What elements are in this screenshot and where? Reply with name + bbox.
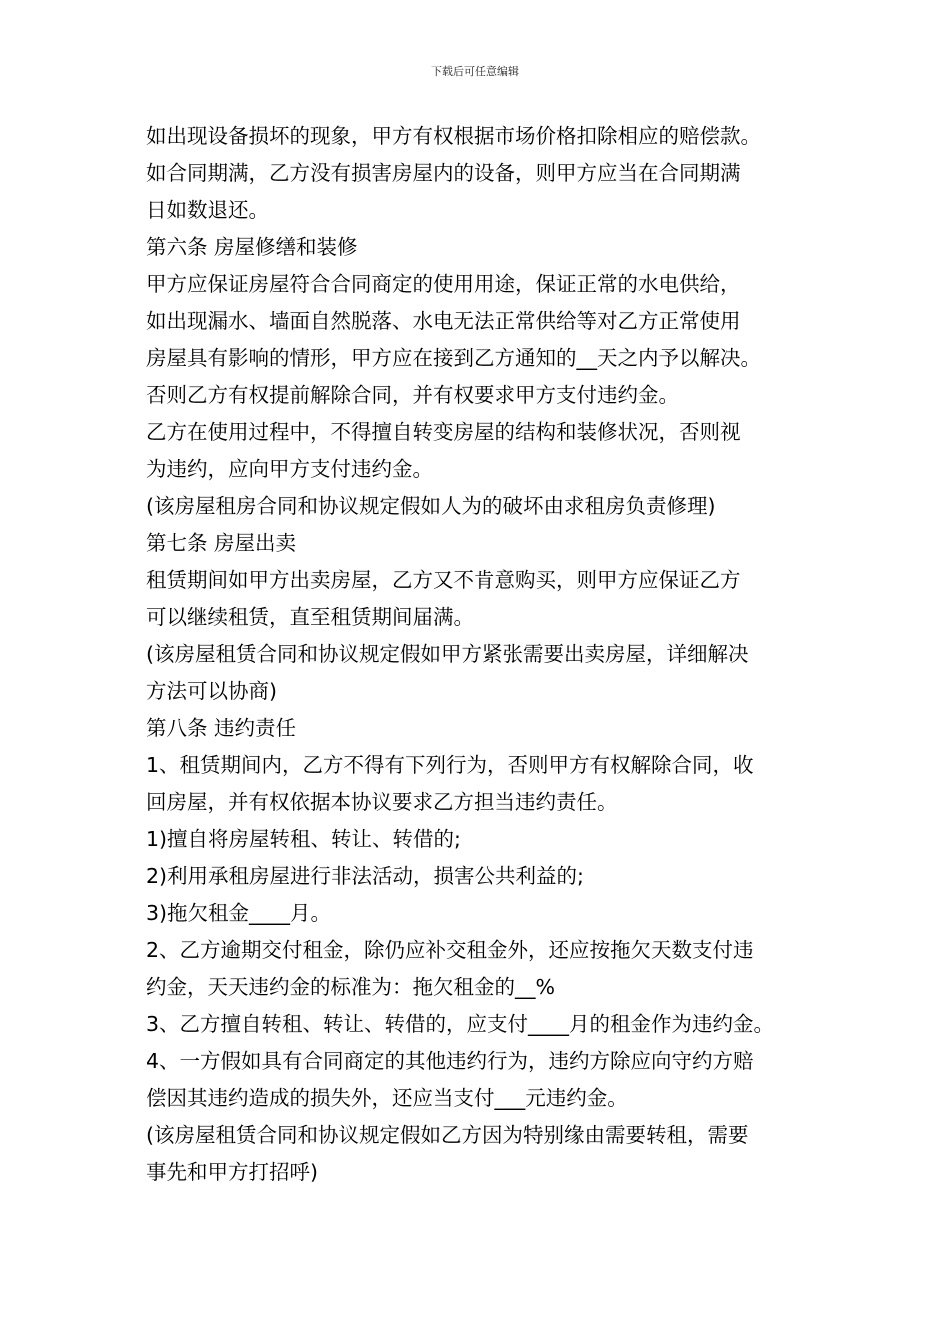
note-line: (该房屋租房合同和协议规定假如人为的破坏由求租房负责修理) <box>146 494 716 518</box>
note-line: (该房屋租赁合同和协议规定假如乙方因为特别缘由需要转租，需要 <box>146 1123 749 1147</box>
text-line: 回房屋，并有权依据本协议要求乙方担当违约责任。 <box>146 790 618 814</box>
text-line: 甲方应保证房屋符合合同商定的使用用途，保证正常的水电供给， <box>146 272 741 296</box>
note-line: (该房屋租赁合同和协议规定假如甲方紧张需要出卖房屋，详细解决 <box>146 642 749 666</box>
text-line: 1、租赁期间内，乙方不得有下列行为，否则甲方有权解除合同，收 <box>146 753 754 777</box>
section-heading: 第八条 违约责任 <box>146 716 297 740</box>
note-line: 方法可以协商) <box>146 679 277 703</box>
text-line: 约金，天天违约金的标准为：拖欠租金的__% <box>146 975 555 999</box>
list-item: 3)拖欠租金____月。 <box>146 901 332 925</box>
text-line: 乙方在使用过程中，不得擅自转变房屋的结构和装修状况，否则视 <box>146 420 741 444</box>
text-line: 租赁期间如甲方出卖房屋，乙方又不肯意购买，则甲方应保证乙方 <box>146 568 741 592</box>
text-line: 日如数退还。 <box>146 198 269 222</box>
text-line: 如出现设备损坏的现象，甲方有权根据市场价格扣除相应的赔偿款。 <box>146 124 761 148</box>
note-line: 事先和甲方打招呼) <box>146 1160 318 1184</box>
page-header: 下载后可任意编辑 <box>431 65 519 78</box>
text-line: 2、乙方逾期交付租金，除仍应补交租金外，还应按拖欠天数支付违 <box>146 938 754 962</box>
text-line: 否则乙方有权提前解除合同，并有权要求甲方支付违约金。 <box>146 383 679 407</box>
text-line: 4、一方假如具有合同商定的其他违约行为，违约方除应向守约方赔 <box>146 1049 754 1073</box>
text-line: 如合同期满，乙方没有损害房屋内的设备，则甲方应当在合同期满 <box>146 161 741 185</box>
text-line: 房屋具有影响的情形，甲方应在接到乙方通知的__天之内予以解决。 <box>146 346 761 370</box>
text-line: 如出现漏水、墙面自然脱落、水电无法正常供给等对乙方正常使用 <box>146 309 741 333</box>
section-heading: 第六条 房屋修缮和装修 <box>146 235 358 259</box>
list-item: 2)利用承租房屋进行非法活动，损害公共利益的; <box>146 864 584 888</box>
section-heading: 第七条 房屋出卖 <box>146 531 297 555</box>
text-line: 为违约，应向甲方支付违约金。 <box>146 457 433 481</box>
text-line: 3、乙方擅自转租、转让、转借的，应支付____月的租金作为违约金。 <box>146 1012 775 1036</box>
list-item: 1)擅自将房屋转租、转让、转借的; <box>146 827 461 851</box>
document-body <box>146 118 846 1191</box>
text-line: 偿因其违约造成的损失外，还应当支付___元违约金。 <box>146 1086 628 1110</box>
text-line: 可以继续租赁，直至租赁期间届满。 <box>146 605 474 629</box>
